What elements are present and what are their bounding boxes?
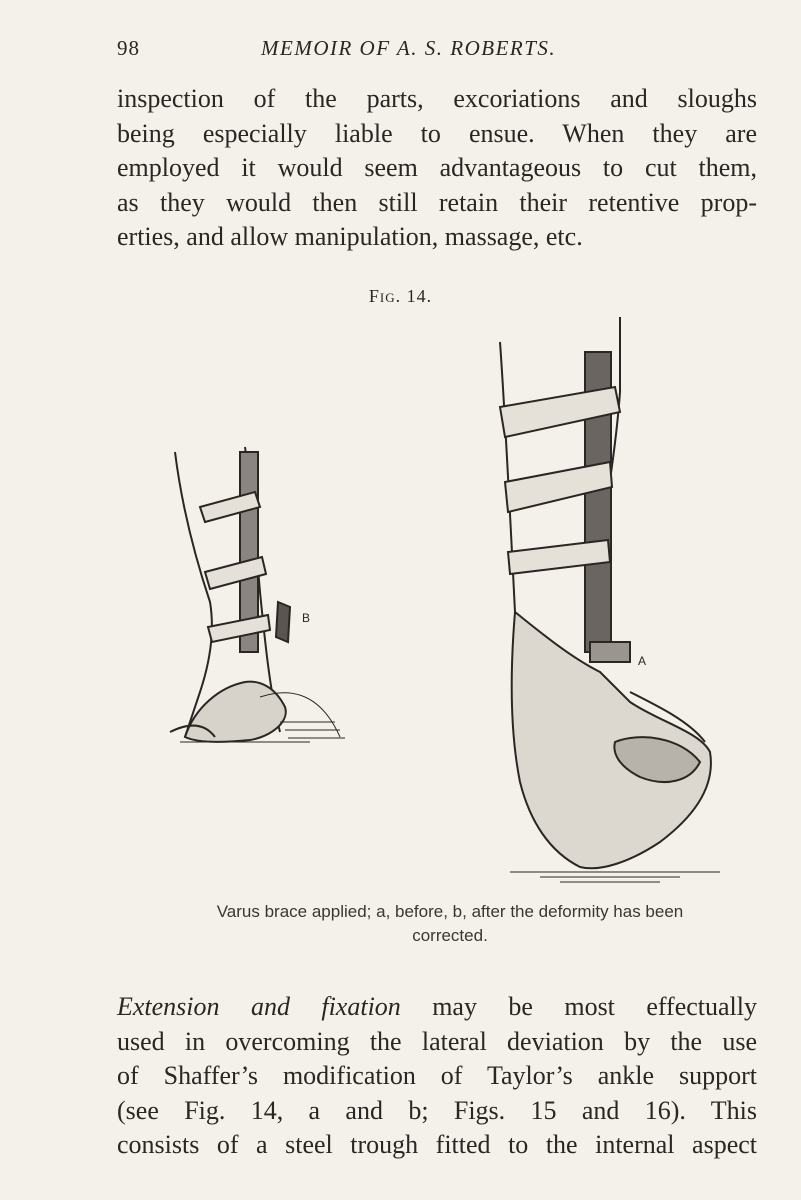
text-line: being especially liable to ensue. When they are: [117, 118, 757, 148]
figure-label: Fig. 14.: [368, 286, 433, 306]
text-line: [117, 990, 757, 1025]
leg-after-correction-illustration: [500, 317, 720, 882]
caption-line: Varus brace applied; a, before, b, after the deformity has been: [216, 902, 684, 921]
text-line: consists of a steel trough fitted to the internal aspect: [117, 1130, 757, 1159]
text-line: as they would then still retain their retentive prop-: [117, 187, 757, 217]
figure-varus-brace: [160, 312, 720, 892]
leg-before-correction-illustration: [170, 447, 345, 742]
running-head: [117, 36, 757, 62]
text-line: of Shaffer’s modification of Taylor’s ankle support: [117, 1061, 757, 1090]
italic-phrase: Extension and fixation: [117, 992, 401, 1021]
text-run: may be most effectually: [400, 992, 757, 1021]
page-number: 98: [117, 36, 140, 60]
text-line: (see Fig. 14, a and b; Figs. 15 and 16). This: [117, 1095, 757, 1125]
text-line: erties, and allow manipulation, massage, etc.: [117, 222, 583, 251]
paragraph-extension: [117, 990, 757, 1163]
figure-illustration: [160, 312, 720, 892]
running-title: MEMOIR OF A. S. ROBERTS.: [261, 36, 557, 60]
text-line: inspection of the parts, excoriations and sloughs: [117, 84, 757, 113]
paragraph-intro: [117, 82, 757, 255]
figure-caption: [150, 900, 750, 948]
label-b: B: [302, 611, 311, 625]
caption-line: corrected.: [412, 926, 488, 945]
text-line: used in overcoming the lateral deviation by the use: [117, 1026, 757, 1056]
label-a: A: [638, 654, 647, 668]
text-line: employed it would seem advantageous to cut them,: [117, 153, 757, 182]
